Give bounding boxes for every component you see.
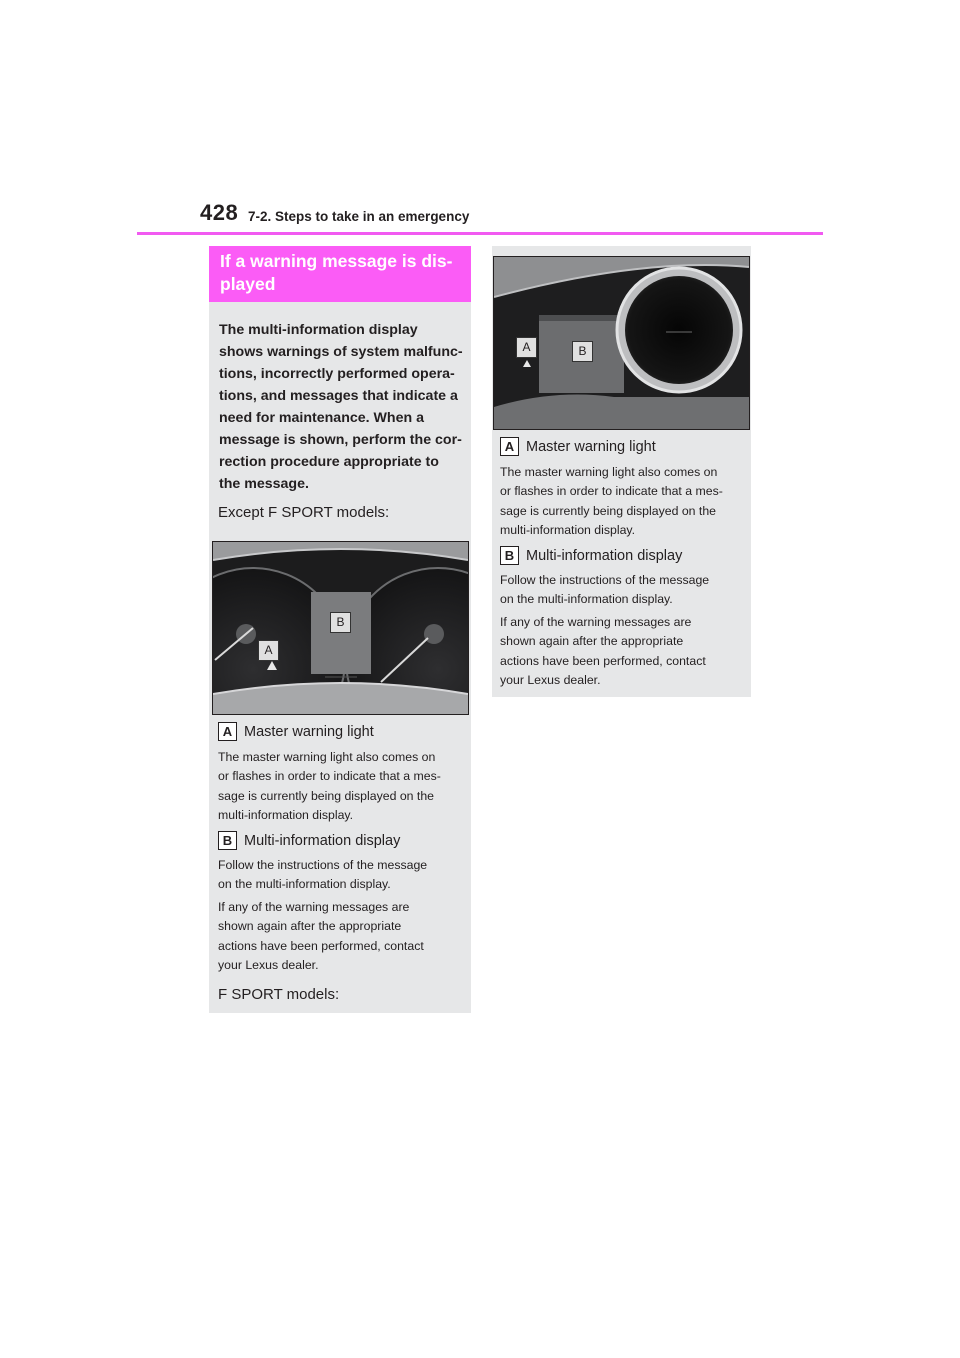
header-rule (137, 232, 823, 235)
section-title: 7-2. Steps to take in an emergency (248, 209, 470, 224)
text-line: on the multi-information display. (500, 592, 673, 607)
instrument-cluster-figure (212, 541, 469, 715)
item-b-heading (500, 546, 682, 565)
intro-line: need for maintenance. When a (219, 410, 424, 426)
item-a-text (218, 748, 464, 825)
item-b-title: Multi-information display (244, 832, 401, 849)
subhead-fsport: F SPORT models: (218, 986, 340, 1003)
intro-line: tions, incorrectly performed opera- (219, 366, 455, 382)
callout-a: A (516, 337, 537, 358)
item-b-text-1 (218, 856, 464, 895)
intro-line: The multi-information display (219, 322, 418, 338)
intro-paragraph (219, 319, 469, 495)
intro-line: rection procedure appropriate to (219, 454, 439, 470)
heading-line-2: played (220, 274, 276, 294)
item-a-heading (500, 437, 656, 456)
text-line: Follow the instructions of the message (500, 573, 710, 587)
text-line: or flashes in order to indicate that a mes- (218, 769, 441, 784)
item-a-title: Master warning light (244, 723, 374, 740)
item-b-heading (218, 831, 400, 850)
section-heading (209, 246, 471, 302)
badge-b: B (500, 546, 519, 565)
left-panel (209, 246, 471, 1013)
text-line: your Lexus dealer. (218, 957, 319, 972)
text-line: or flashes in order to indicate that a mes- (500, 484, 723, 499)
page-number: 428 (200, 200, 239, 225)
text-line: multi-information display. (500, 522, 636, 537)
fsport-cluster-figure (493, 256, 750, 430)
text-line: multi-information display. (218, 807, 354, 822)
text-line: on the multi-information display. (218, 877, 391, 892)
badge-a: A (218, 722, 237, 741)
heading-line-1: If a warning message is dis- (220, 251, 453, 271)
item-a-title: Master warning light (526, 438, 656, 455)
intro-line: message is shown, perform the cor- (219, 432, 462, 448)
text-line: The master warning light also comes on (500, 465, 718, 479)
text-line: actions have been performed, contact (500, 653, 706, 668)
callout-a: A (258, 640, 279, 661)
intro-line: tions, and messages that indicate a (219, 388, 458, 404)
item-b-title: Multi-information display (526, 547, 683, 564)
text-line: sage is currently being displayed on the (218, 788, 435, 803)
badge-b: B (218, 831, 237, 850)
text-line: If any of the warning messages are (500, 615, 692, 629)
badge-a: A (500, 437, 519, 456)
subhead-except-fsport: Except F SPORT models: (218, 504, 390, 521)
callout-b: B (572, 341, 593, 362)
item-a-text (500, 463, 746, 540)
text-line: actions have been performed, contact (218, 938, 424, 953)
item-b-text-2 (500, 613, 746, 690)
text-line: your Lexus dealer. (500, 672, 601, 687)
item-b-text-1 (500, 571, 746, 610)
text-line: shown again after the appropriate (500, 634, 684, 649)
text-line: sage is currently being displayed on the (500, 503, 717, 518)
item-a-heading (218, 722, 374, 741)
right-panel (492, 246, 751, 697)
intro-line: the message. (219, 476, 309, 492)
text-line: Follow the instructions of the message (218, 858, 428, 872)
item-b-text-2 (218, 898, 464, 975)
text-line: If any of the warning messages are (218, 900, 410, 914)
intro-line: shows warnings of system malfunc- (219, 344, 463, 360)
callout-b: B (330, 612, 351, 633)
text-line: The master warning light also comes on (218, 750, 436, 764)
text-line: shown again after the appropriate (218, 919, 402, 934)
